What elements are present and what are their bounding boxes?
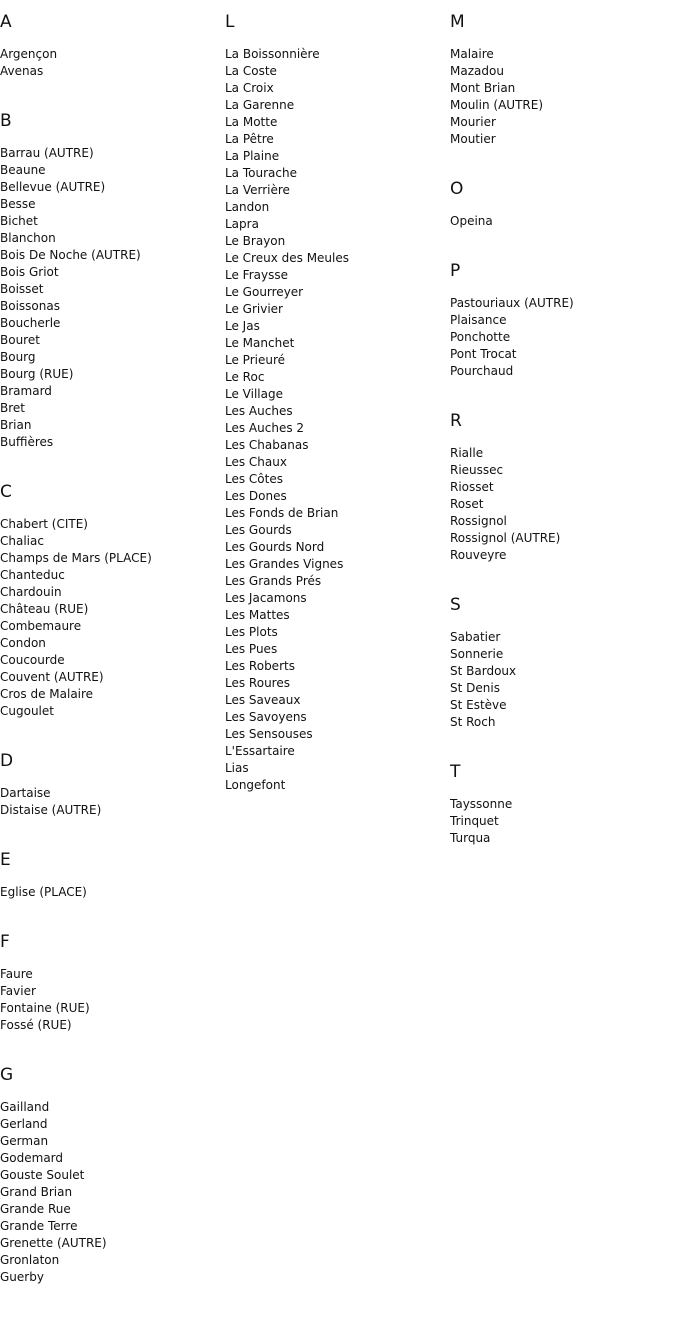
place-list [0,46,225,80]
place-name: Bourg [0,350,36,364]
place-name: Coucourde [0,653,65,667]
place-name: Gailland [0,1100,50,1114]
place-name: St Bardoux [450,664,517,678]
place-name: Faure [0,967,33,981]
place-name: Boissonas [0,299,60,313]
place-name: Chaliac [0,534,44,548]
place-name: Pastouriaux (AUTRE) [450,296,574,310]
place-name: La Pêtre [225,132,274,146]
place-name: Ponchotte [450,330,511,344]
place-name: Rossignol [450,514,507,528]
place-name: Le Creux des Meules [225,251,350,265]
letter-section [0,482,225,720]
place-name: Distaise (AUTRE) [0,803,102,817]
place-list [0,516,225,720]
place-name: St Denis [450,681,500,695]
place-name: Brian [0,418,32,432]
place-name: Les Auches [225,404,293,418]
place-name: Tayssonne [450,797,513,811]
section-letter-heading: B [0,111,12,131]
section-letter-heading: L [225,12,235,32]
place-list [450,445,675,564]
place-name: La Motte [225,115,278,129]
place-name: Les Auches 2 [225,421,305,435]
place-name: Barrau (AUTRE) [0,146,94,160]
place-name: Grand Brian [0,1185,73,1199]
place-name: Rouveyre [450,548,507,562]
place-name: Les Roberts [225,659,295,673]
place-name: Les Côtes [225,472,283,486]
place-name: Bret [0,401,25,415]
letter-section [450,12,675,148]
place-list [450,46,675,148]
place-name: Château (RUE) [0,602,89,616]
section-letter-heading: S [450,595,461,615]
place-name: Eglise (PLACE) [0,885,87,899]
place-name: Gerland [0,1117,48,1131]
place-name: Pont Trocat [450,347,517,361]
letter-section [0,12,225,80]
place-name: Bellevue (AUTRE) [0,180,106,194]
place-name: Les Dones [225,489,287,503]
place-name: Couvent (AUTRE) [0,670,104,684]
letter-section [0,932,225,1034]
place-name: Landon [225,200,270,214]
place-name: Les Jacamons [225,591,307,605]
place-name: Argençon [0,47,58,61]
place-name: Les Fonds de Brian [225,506,339,520]
place-list [0,884,225,901]
place-name: Les Grands Prés [225,574,322,588]
section-letter-heading: C [0,482,12,502]
place-name: Turqua [450,831,491,845]
place-name: Les Plots [225,625,278,639]
place-name: Bichet [0,214,38,228]
place-name: La Boissonnière [225,47,320,61]
place-name: Opeina [450,214,493,228]
place-name: Favier [0,984,36,998]
place-name: La Tourache [225,166,297,180]
place-name: Les Grandes Vignes [225,557,344,571]
section-letter-heading: P [450,261,461,281]
letter-section [450,762,675,847]
place-name: Les Sensouses [225,727,313,741]
place-name: Chanteduc [0,568,65,582]
place-list [0,145,225,451]
place-name: Les Pues [225,642,278,656]
place-name: Guerby [0,1270,44,1284]
place-name: Rossignol (AUTRE) [450,531,561,545]
place-name: Plaisance [450,313,507,327]
place-name: Le Brayon [225,234,286,248]
place-name: Cros de Malaire [0,687,94,701]
place-name: Fossé (RUE) [0,1018,72,1032]
place-name: L'Essartaire [225,744,295,758]
place-list [0,785,225,819]
place-name: Grande Terre [0,1219,78,1233]
place-name: Bois De Noche (AUTRE) [0,248,141,262]
place-name: Les Gourds Nord [225,540,325,554]
place-list [450,295,675,380]
place-name: Grande Rue [0,1202,71,1216]
place-name: Trinquet [450,814,499,828]
place-name: Bourg (RUE) [0,367,74,381]
place-name: Riosset [450,480,494,494]
place-name: Les Roures [225,676,290,690]
place-name: Le Manchet [225,336,295,350]
letter-section [225,12,450,794]
section-letter-heading: E [0,850,11,870]
place-name: Les Mattes [225,608,290,622]
section-letter-heading: G [0,1065,14,1085]
letter-section [0,1065,225,1286]
place-name: Mazadou [450,64,504,78]
letter-section [0,111,225,451]
place-name: St Estève [450,698,507,712]
place-name: Bois Griot [0,265,59,279]
place-name: Le Grivier [225,302,283,316]
letter-section [0,850,225,901]
place-name: Le Jas [225,319,260,333]
place-list [450,629,675,731]
place-list [450,213,675,230]
place-name: Fontaine (RUE) [0,1001,90,1015]
place-list [450,796,675,847]
place-name: Les Savoyens [225,710,307,724]
section-letter-heading: M [450,12,465,32]
place-name: Buffières [0,435,54,449]
place-name: Chardouin [0,585,62,599]
place-name: Gronlaton [0,1253,60,1267]
place-name: La Coste [225,64,277,78]
place-name: Cugoulet [0,704,54,718]
place-name: Chabert (CITE) [0,517,88,531]
place-name: Mourier [450,115,496,129]
place-name: Condon [0,636,46,650]
place-name: Lias [225,761,249,775]
place-name: Lapra [225,217,259,231]
place-name: Sabatier [450,630,501,644]
place-name: Boisset [0,282,44,296]
place-name: Boucherle [0,316,61,330]
place-name: Les Saveaux [225,693,301,707]
section-letter-heading: D [0,751,14,771]
index-column-1 [0,0,225,1317]
place-name: Longefont [225,778,286,792]
section-letter-heading: R [450,411,462,431]
place-name: Les Chaux [225,455,287,469]
place-list [0,966,225,1034]
place-name: Sonnerie [450,647,504,661]
place-name: La Croix [225,81,274,95]
place-name: La Plaine [225,149,280,163]
letter-section [450,179,675,230]
place-name: Grenette (AUTRE) [0,1236,107,1250]
place-name: Besse [0,197,36,211]
place-name: Avenas [0,64,44,78]
letter-section [450,261,675,380]
place-name: Mont Brian [450,81,516,95]
section-letter-heading: T [450,762,461,782]
place-name: Moutier [450,132,496,146]
place-name: St Roch [450,715,496,729]
place-list [0,1099,225,1286]
place-name: Godemard [0,1151,64,1165]
place-name: Pourchaud [450,364,514,378]
place-name: Rialle [450,446,484,460]
place-name: Dartaise [0,786,51,800]
place-name: Les Chabanas [225,438,309,452]
place-name: Rieussec [450,463,504,477]
place-name: Gouste Soulet [0,1168,85,1182]
place-name: Le Fraysse [225,268,288,282]
section-letter-heading: O [450,179,464,199]
place-name: Le Gourreyer [225,285,304,299]
letter-section [450,595,675,731]
place-name: Bramard [0,384,52,398]
place-list [225,46,450,794]
place-name: Bouret [0,333,40,347]
place-name: Blanchon [0,231,56,245]
place-name: Le Prieuré [225,353,286,367]
letter-section [0,751,225,819]
place-name: Moulin (AUTRE) [450,98,543,112]
place-name: La Garenne [225,98,295,112]
place-name: Roset [450,497,484,511]
section-letter-heading: F [0,932,10,952]
place-name: German [0,1134,49,1148]
place-name: Le Village [225,387,283,401]
index-column-2 [225,0,450,825]
place-name: Le Roc [225,370,265,384]
place-name: Malaire [450,47,494,61]
letter-section [450,411,675,564]
place-name: Champs de Mars (PLACE) [0,551,152,565]
place-name: La Verrière [225,183,290,197]
index-column-3 [450,0,675,878]
place-name: Beaune [0,163,46,177]
section-letter-heading: A [0,12,12,32]
place-name: Les Gourds [225,523,292,537]
place-name: Combemaure [0,619,82,633]
